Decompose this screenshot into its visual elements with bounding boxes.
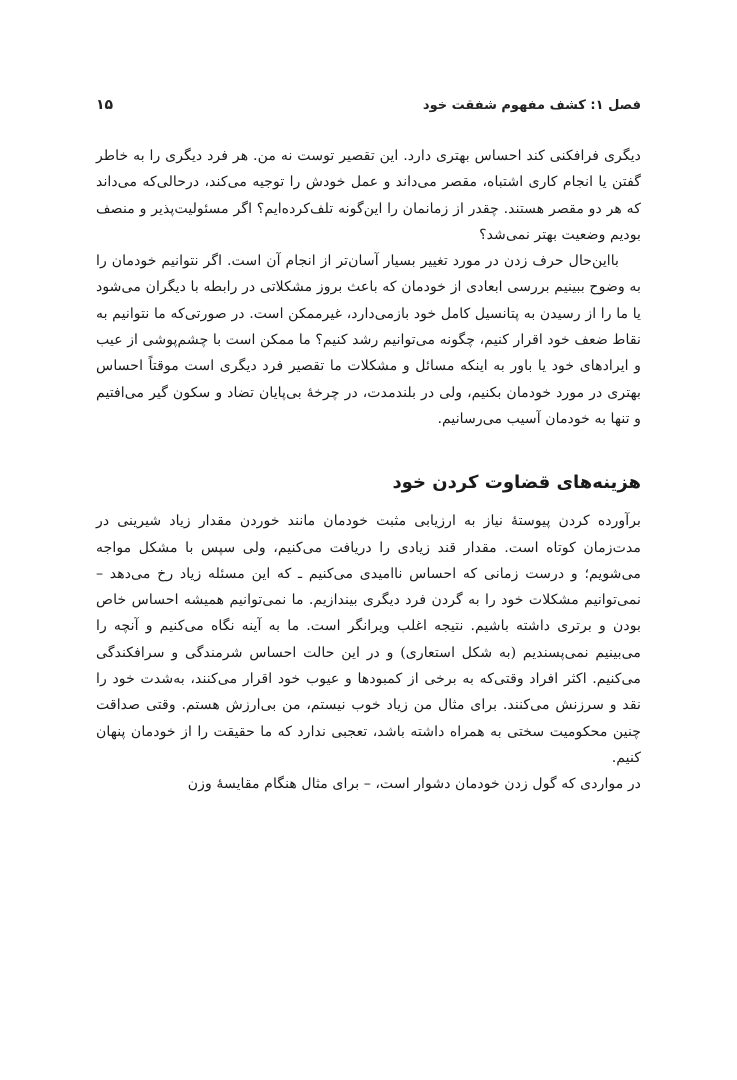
section-heading: هزینه‌های قضاوت کردن خود: [392, 472, 641, 494]
page-number: ۱۵: [96, 97, 114, 113]
body-text: [96, 143, 641, 798]
chapter-title: فصل ۱: کشف مفهوم شفقت خود: [422, 97, 641, 113]
paragraph: بااین‌حال حرف زدن در مورد تغییر بسیار آسان‌تر از انجام آن است. اگر نتوانیم خودمان را به وضوح ببینیم بررسی ابعادی از خودمان که باعث بروز مشکلاتی در رابطه با دیگران می‌شود یا ما را از رسیدن به پتانسیل کامل خود بازمی‌دارد، غیرممکن است. در صورتی‌که ما نتوانیم به نقاط ضعف خود اقرار کنیم، چگونه می‌توانیم رشد کنیم؟ ما ممکن است با چشم‌پوشی از عیب و ایرادهای خود یا باور به اینکه مسائل و مشکلات ما تقصیر فرد دیگری است موقتاً احساس بهتری در مورد خودمان بکنیم، ولی در بلندمدت، در چرخهٔ بی‌پایان تضاد و سکون گیر می‌افتیم و تنها به خودمان آسیب می‌رسانیم.: [96, 253, 641, 427]
running-header: [96, 93, 641, 117]
paragraph: دیگری فرافکنی کند احساس بهتری دارد. این تقصیر توست نه من. هر فرد دیگری را به خاطر گفتن یا انجام کاری اشتباه، مقصر می‌داند و عمل خودش را توجیه می‌کند، درحالی‌که می‌داند که هر دو مقصر هستند. چقدر از زمانمان را این‌گونه تلف‌کرده‌ایم؟ اگر مسئولیت‌پذیر و منصف بودیم وضعیت بهتر نمی‌شد؟: [96, 148, 641, 243]
paragraph: برآورده کردن پیوستهٔ نیاز به ارزیابی مثبت خودمان مانند خوردن مقدار زیاد شیرینی در مدت‌زمان کوتاه است. مقدار قند زیادی را دریافت می‌کنیم، ولی سپس با مشکل مواجه می‌شویم؛ و درست زمانی که احساس ناامیدی می‌کنیم ـ که این مسئله زیاد رخ می‌دهد – نمی‌توانیم مشکلات خود را به گردن فرد دیگری بیندازیم. ما نمی‌توانیم همیشه احساس خاص بودن و برتری داشته باشیم. نتیجه اغلب ویرانگر است. ما به آینه نگاه می‌کنیم و آنچه را می‌بینیم نمی‌پسندیم (به شکل استعاری) و در این حالت احساس شرمندگی و سرافکندگی می‌کنیم. اکثر افراد وقتی‌که به برخی از کمبودها و عیوب خود اقرار می‌کنند، به‌شدت خود را نقد و سرزنش می‌کنند. برای مثال من زیاد خوب نیستم، من بی‌ارزش هستم. وقتی صداقت چنین محکومیت سختی به همراه داشته باشد، تعجبی ندارد که ما حقیقت را از خودمان پنهان کنیم.: [96, 513, 641, 766]
paragraph: در مواردی که گول زدن خودمان دشوار است، – برای مثال هنگام مقایسهٔ وزن: [187, 776, 641, 793]
